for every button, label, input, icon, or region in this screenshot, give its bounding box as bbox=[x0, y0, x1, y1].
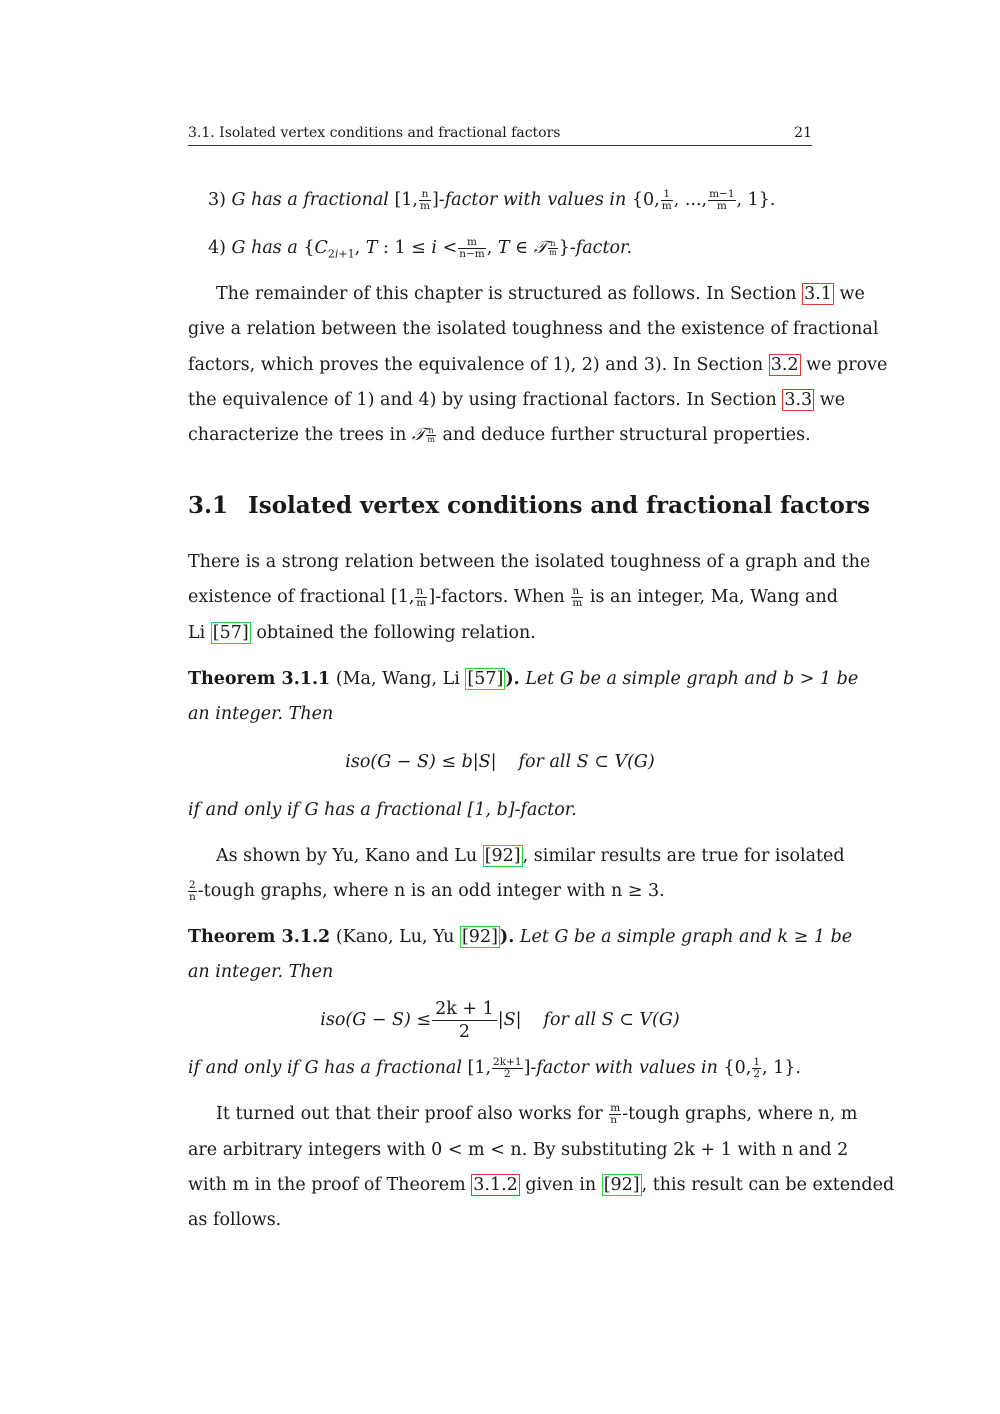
para3-line-1: It turned out that their proof also works for $\frac{m}{n}$ -tough graphs, where n, m bbox=[216, 1102, 858, 1126]
theorem-3-1-1-line-2: an integer. Then bbox=[188, 704, 334, 724]
section-link-3-1[interactable]: 3.1 bbox=[804, 284, 832, 304]
theorem-3-1-2-conclusion: if and only if G has a fractional [1, $\frac{2k+1}{2}$ ]-factor with values in {0, $\frac{1}{2}$ , 1}. bbox=[188, 1056, 801, 1080]
theorem-label: Theorem 3.1.1 bbox=[188, 669, 331, 689]
para3-line-3: with m in the proof of Theorem 3.1.2 given in [92] , this result can be extended bbox=[188, 1175, 895, 1195]
citation-57[interactable]: [57] bbox=[212, 623, 249, 643]
list-item-4: 4) G has a {$C_{2i+1}$, T : 1 ≤ i < $\frac{m}{n-m}$ , T ∈ 𝒯 $\frac{n}{m}$ }-factor. bbox=[208, 236, 633, 261]
section-link-3-3[interactable]: 3.3 bbox=[784, 390, 813, 410]
section-link-3-2[interactable]: 3.2 bbox=[770, 355, 799, 375]
section-heading bbox=[188, 492, 870, 519]
running-header bbox=[188, 125, 812, 146]
para2-line-2: $\frac{2}{n}$ -tough graphs, where n is an odd integer with n ≥ 3. bbox=[189, 879, 665, 903]
theorem-3-1-2-line-2: an integer. Then bbox=[188, 962, 334, 982]
intro-line-5: characterize the trees in 𝒯 $\frac{n}{m}$ and deduce further structural properties. bbox=[188, 425, 811, 445]
equation-1: iso(G − S) ≤ b|S| for all S ⊂ V(G) bbox=[345, 752, 655, 772]
citation-92[interactable]: [92] bbox=[603, 1175, 640, 1195]
para1-line-1: There is a strong relation between the isolated toughness of a graph and the bbox=[188, 552, 871, 572]
theorem-link-3-1-2[interactable]: 3.1.2 bbox=[473, 1175, 518, 1195]
intro-line-2: give a relation between the isolated toughness and the existence of fractional bbox=[188, 319, 879, 339]
intro-line-4: the equivalence of 1) and 4) by using fractional factors. In Section 3.3 we bbox=[188, 390, 846, 410]
para3-line-4: as follows. bbox=[188, 1210, 282, 1230]
header-title: 3.1. Isolated vertex conditions and fractional factors bbox=[188, 125, 561, 141]
citation-92[interactable]: [92] bbox=[461, 927, 498, 947]
para2-line-1: As shown by Yu, Kano and Lu [92] , similar results are true for isolated bbox=[216, 846, 845, 866]
intro-line-1: The remainder of this chapter is structured as follows. In Section 3.1 we bbox=[216, 284, 865, 304]
section-title: Isolated vertex conditions and fractional factors bbox=[248, 492, 870, 519]
theorem-3-1-1-line-1: Theorem 3.1.1 (Ma, Wang, Li [57] ). Let G be a simple graph and b > 1 be bbox=[188, 669, 859, 689]
list-item-3: 3) G has a fractional [1, $\frac{n}{m}$ ]-factor with values in {0, $\frac{1}{m}$ , ..., $\frac{m-1}{m}$ , 1}. bbox=[208, 188, 776, 212]
page-number: 21 bbox=[794, 125, 812, 141]
section-number: 3.1 bbox=[188, 492, 229, 519]
para3-line-2: are arbitrary integers with 0 < m < n. By substituting 2k + 1 with n and 2 bbox=[188, 1140, 849, 1160]
citation-57[interactable]: [57] bbox=[467, 669, 504, 689]
theorem-label: Theorem 3.1.2 bbox=[188, 927, 331, 947]
citation-92[interactable]: [92] bbox=[484, 846, 521, 866]
para1-line-2: existence of fractional [1, $\frac{n}{m}$ ]-factors. When $\frac{n}{m}$ is an integer, Ma, Wang and bbox=[188, 585, 839, 609]
theorem-3-1-2-line-1: Theorem 3.1.2 (Kano, Lu, Yu [92] ). Let G be a simple graph and k ≥ 1 be bbox=[188, 927, 853, 947]
equation-2: iso(G − S) ≤ $\frac{2k + 1}{2}$ |S| for all S ⊂ V(G) bbox=[320, 999, 680, 1042]
para1-line-3: Li [57] obtained the following relation. bbox=[188, 623, 536, 643]
intro-line-3: factors, which proves the equivalence of 1), 2) and 3). In Section 3.2 we prove bbox=[188, 355, 888, 375]
theorem-3-1-1-conclusion: if and only if G has a fractional [1, b]-factor. bbox=[188, 800, 577, 820]
